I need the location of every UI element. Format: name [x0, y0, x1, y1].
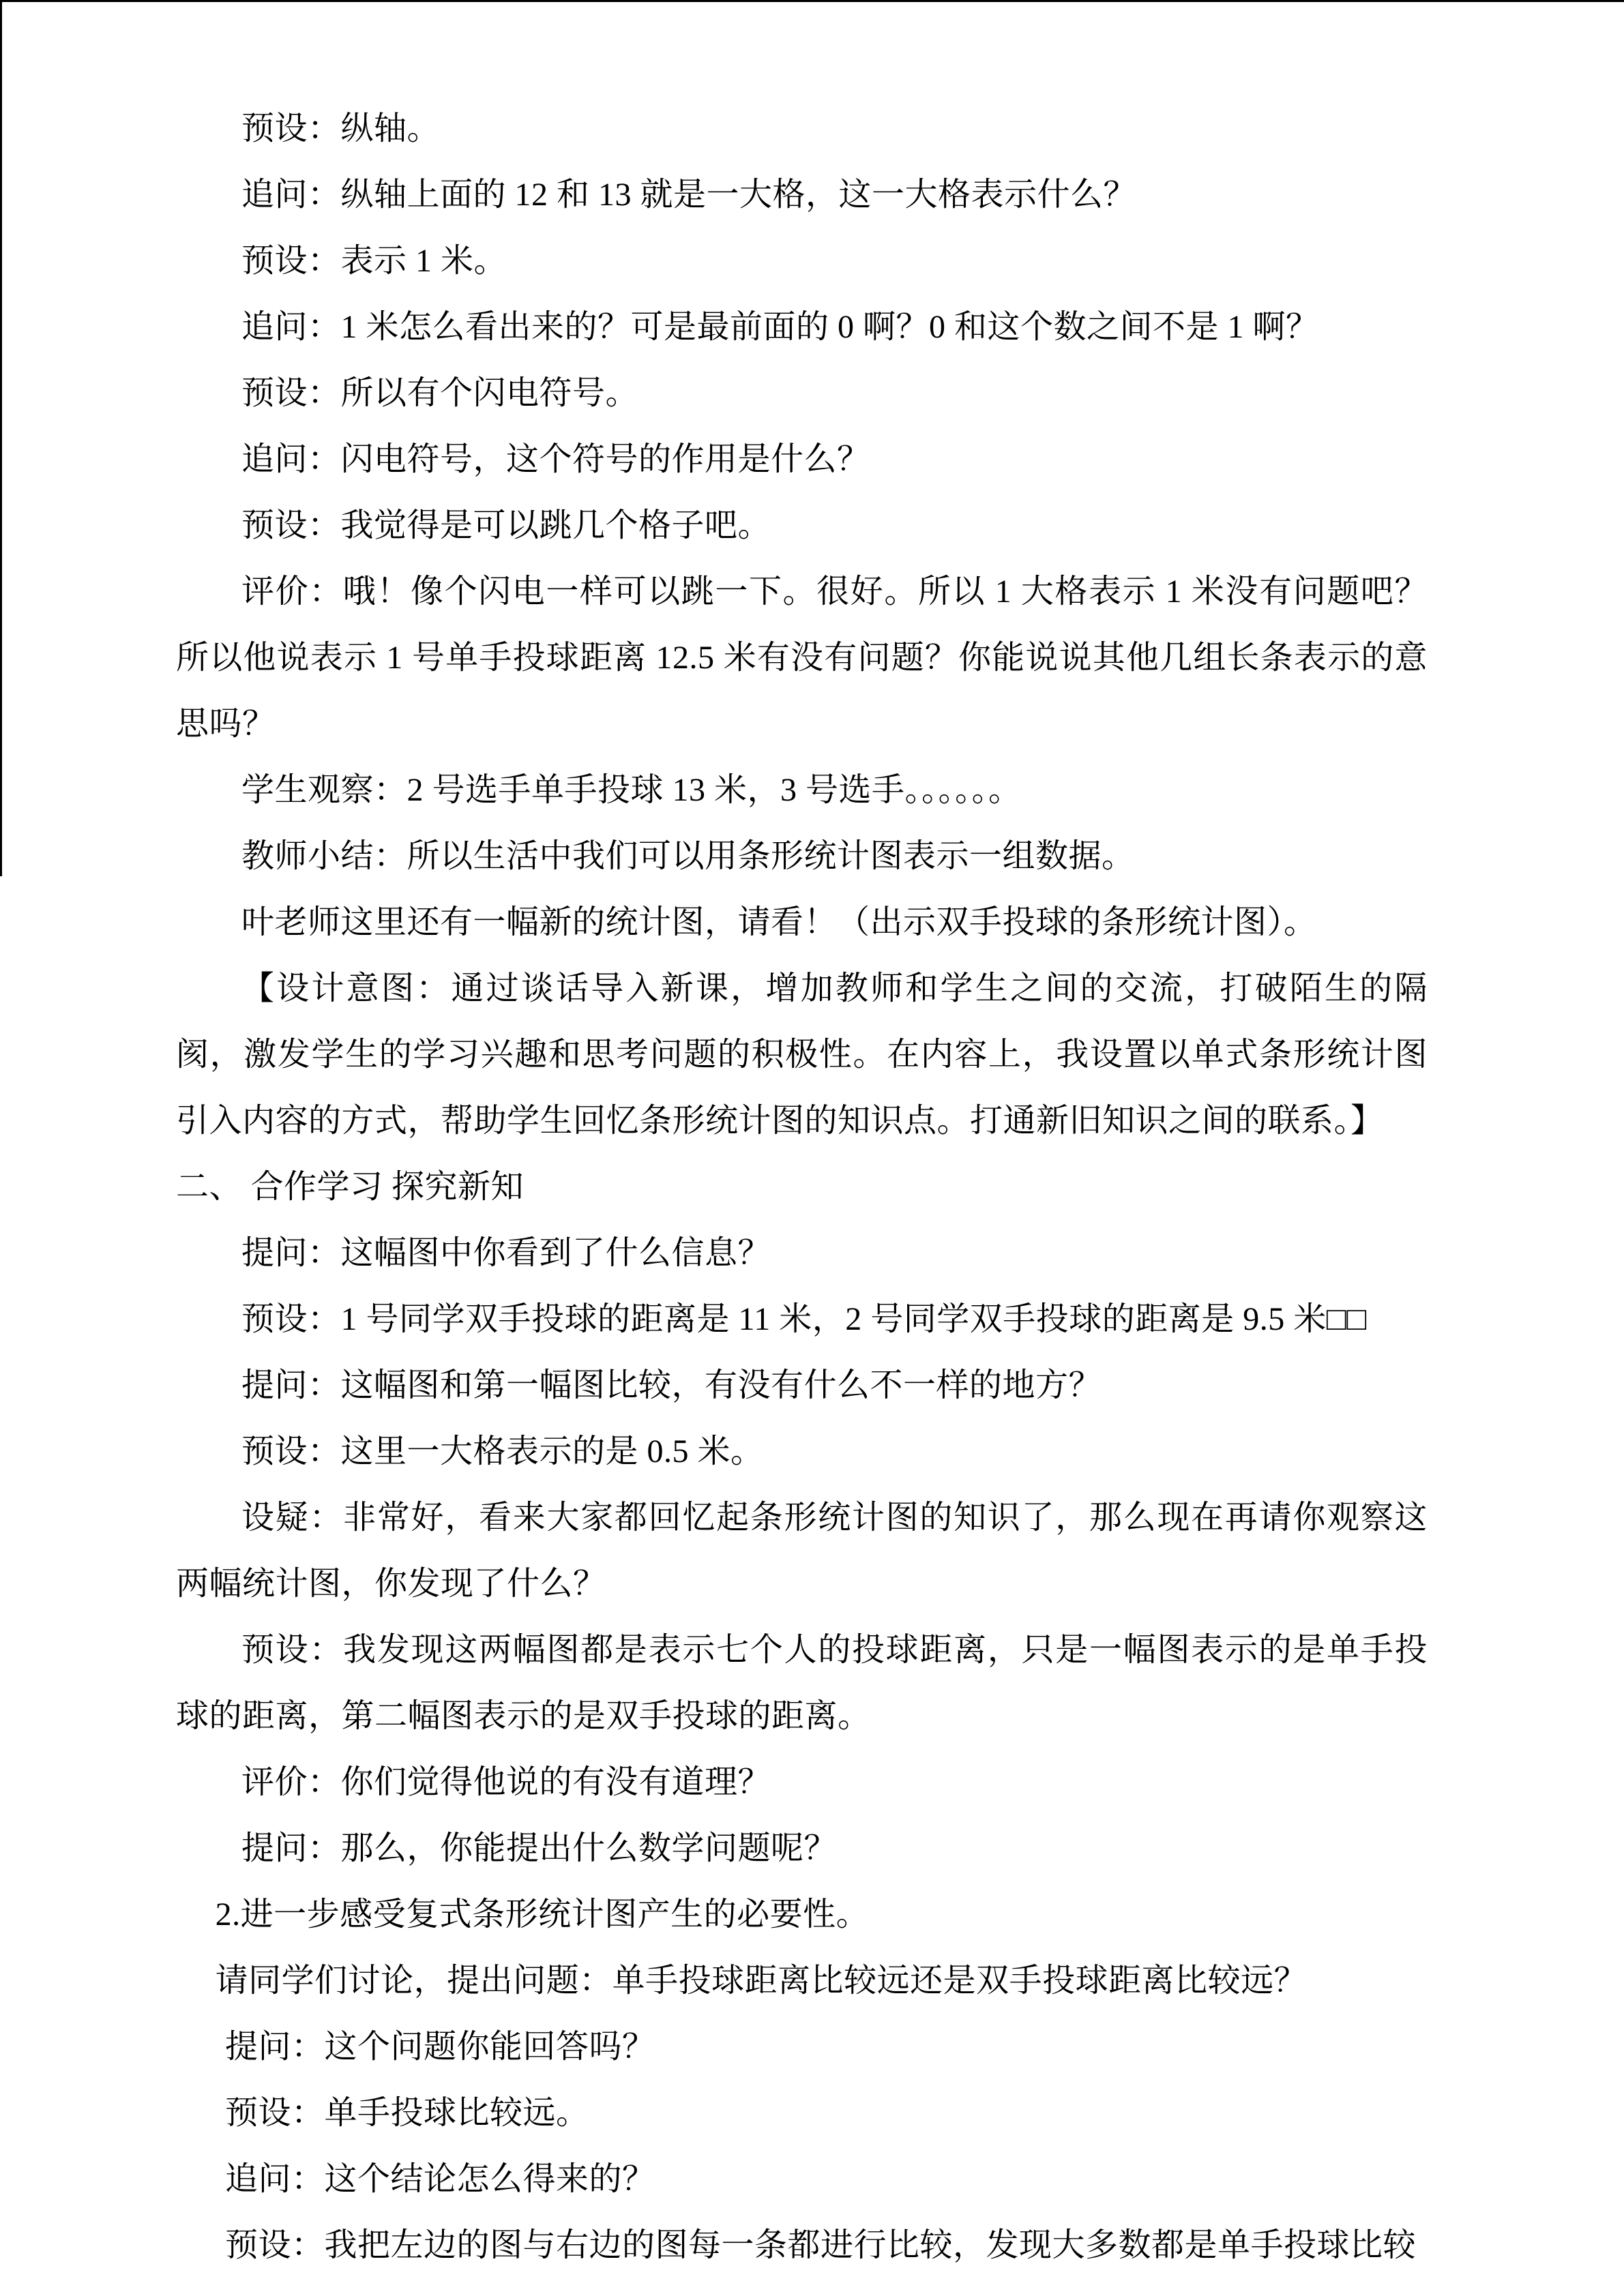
- section-heading: 二、 合作学习 探究新知: [176, 1169, 525, 1205]
- paragraph-followup: 追问：1 米怎么看出来的？可是最前面的 0 啊？0 和这个数之间不是 1 啊？: [241, 309, 1319, 345]
- paragraph-evaluation: 评价：你们觉得他说的有没有道理？: [241, 1764, 771, 1800]
- paragraph-followup: 追问：这个结论怎么得来的？: [225, 2161, 655, 2197]
- paragraph-preset: 预设：1 号同学双手投球的距离是 11 米，2 号同学双手投球的距离是 9.5 米□□: [241, 1301, 1367, 1337]
- paragraph-teacher-summary: 教师小结：所以生活中我们可以用条形统计图表示一组数据。: [241, 838, 1135, 874]
- paragraph-evaluation: 评价：哦！像个闪电一样可以跳一下。很好。所以 1 大格表示 1 米没有问题吧？所以他说表示 1 号单手投球距离 12.5 米有没有问题？你能说说其他几组长条表示的意思吗？: [176, 573, 1428, 742]
- paragraph-preset: 预设：纵轴。: [241, 110, 441, 147]
- paragraph-preset: 预设：我把左边的图与右边的图每一条都进行比较，发现大多数都是单手投球比较: [225, 2227, 1417, 2263]
- paragraph-question: 提问：这个问题你能回答吗？: [225, 2029, 655, 2065]
- paragraph-followup: 追问：闪电符号，这个符号的作用是什么？: [241, 441, 870, 477]
- paragraph-discussion: 请同学们讨论，提出问题：单手投球距离比较远还是双手投球距离比较远？: [215, 1963, 1308, 1999]
- paragraph-followup: 追问：纵轴上面的 12 和 13 就是一大格，这一大格表示什么？: [241, 177, 1137, 213]
- document-body: [176, 95, 1428, 2278]
- page-edge-left-line: [0, 0, 2, 876]
- paragraph-design-intent: 【设计意图：通过谈话导入新课，增加教师和学生之间的交流，打破陌生的隔阂，激发学生的学习兴趣和思考问题的积极性。在内容上，我设置以单式条形统计图引入内容的方式，帮助学生回忆条形统计图的知识点。打通新旧知识之间的联系。】: [176, 970, 1428, 1139]
- paragraph-preset: 预设：单手投球比较远。: [225, 2095, 589, 2131]
- paragraph-preset: 预设：表示 1 米。: [241, 243, 507, 279]
- paragraph-transition: 叶老师这里还有一幅新的统计图，请看！（出示双手投球的条形统计图）。: [241, 904, 1317, 940]
- paragraph-preset: 预设：我觉得是可以跳几个格子吧。: [241, 507, 771, 543]
- paragraph-preset: 预设：我发现这两幅图都是表示七个人的投球距离，只是一幅图表示的是单手投球的距离，第二幅图表示的是双手投球的距离。: [176, 1632, 1428, 1734]
- page-edge-top-line: [0, 0, 1624, 2]
- subsection-heading: 2.进一步感受复式条形统计图产生的必要性。: [215, 1896, 870, 1933]
- paragraph-question: 提问：那么，你能提出什么数学问题呢？: [241, 1830, 838, 1866]
- paragraph-question: 提问：这幅图中你看到了什么信息？: [241, 1235, 771, 1271]
- paragraph-doubt: 设疑：非常好，看来大家都回忆起条形统计图的知识了，那么现在再请你观察这两幅统计图，你发现了什么？: [176, 1500, 1428, 1602]
- paragraph-student-observe: 学生观察：2 号选手单手投球 13 米，3 号选手。。。。。。: [241, 772, 1022, 808]
- paragraph-question: 提问：这幅图和第一幅图比较，有没有什么不一样的地方？: [241, 1367, 1102, 1403]
- paragraph-preset: 预设：所以有个闪电符号。: [241, 375, 639, 411]
- paragraph-preset: 预设：这里一大格表示的是 0.5 米。: [241, 1433, 764, 1470]
